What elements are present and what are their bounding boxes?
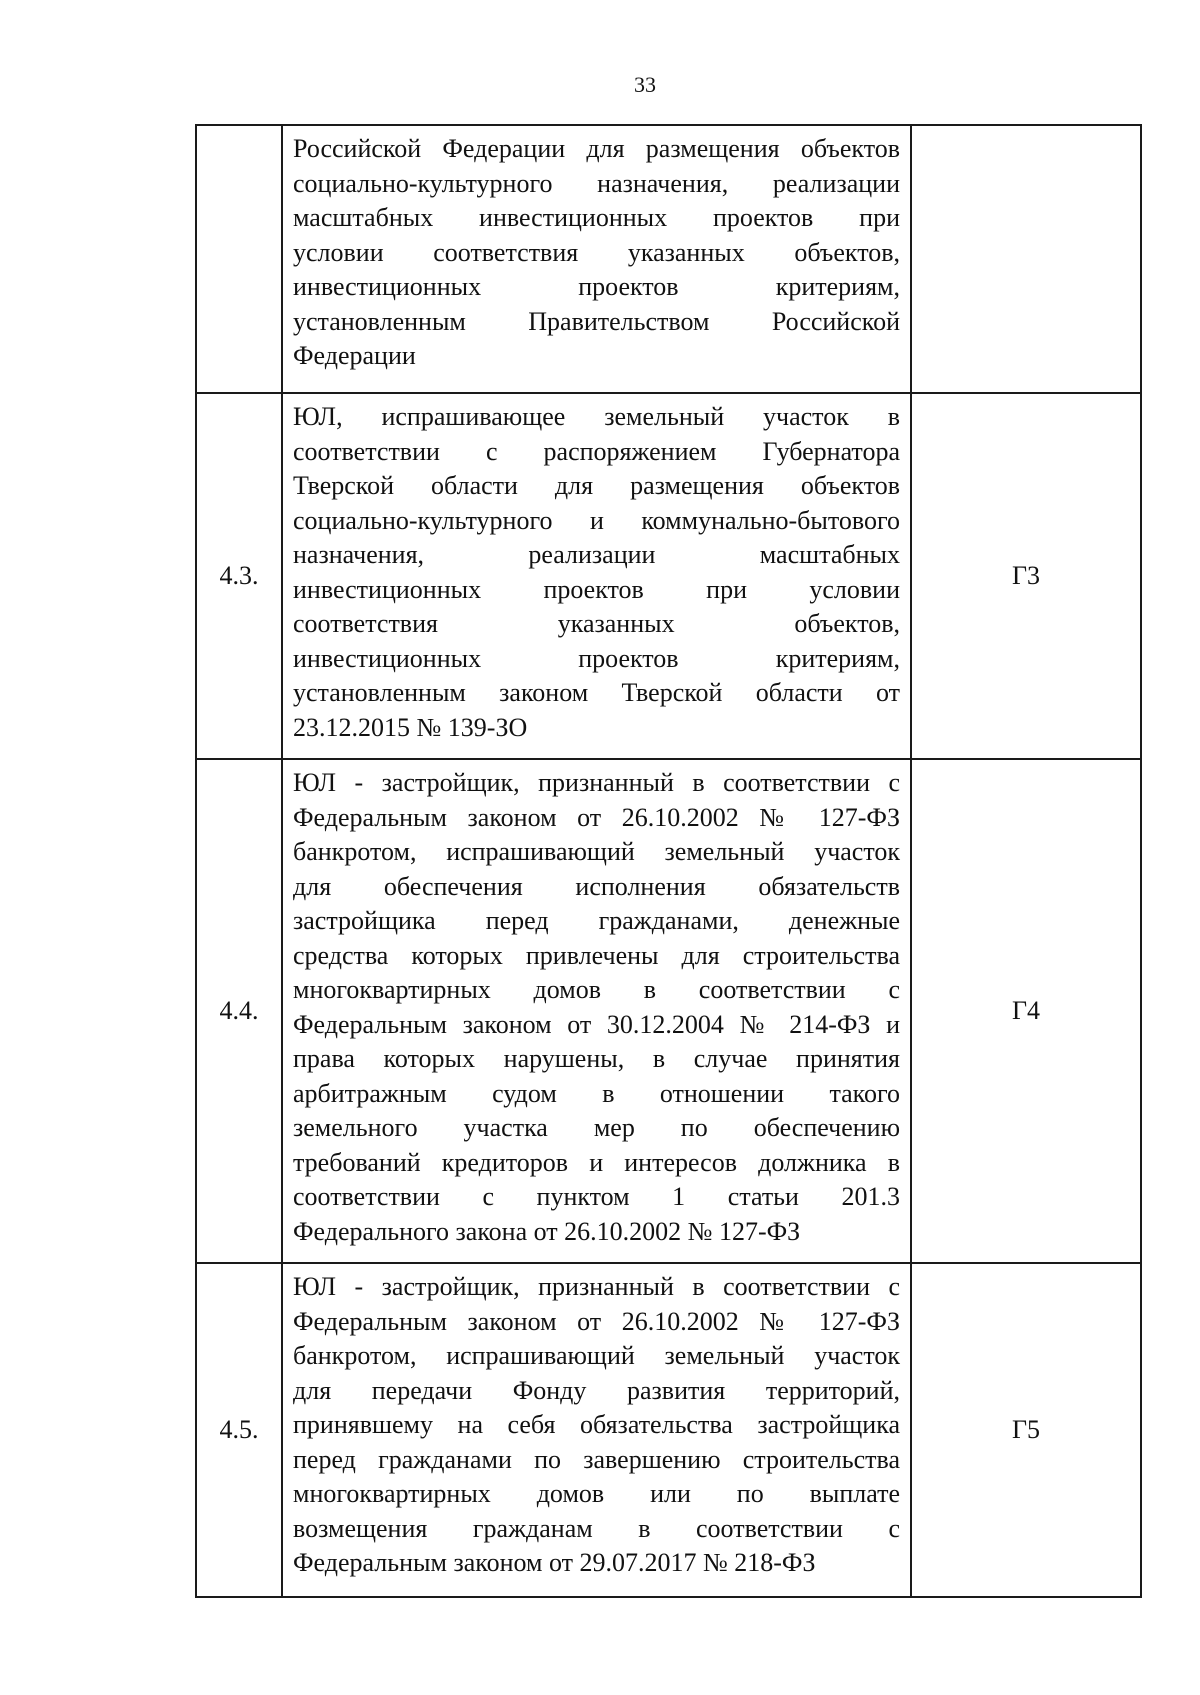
row-number-cell: 4.4. [196,759,282,1263]
text-line: застройщика перед гражданами, денежные [293,906,900,935]
text-line: ЮЛ - застройщик, признанный в соответствии с [293,768,900,797]
text-line: многоквартирных домов в соответствии с [293,975,900,1004]
document-table-body [196,125,1141,1597]
text-line: социально-культурного назначения, реализации [293,168,900,198]
text-line: инвестиционных проектов критериям, [293,272,900,301]
table-row [196,759,1141,1263]
text-line: соответствия указанных объектов, [293,609,900,638]
text-line: Федерального закона от 26.10.2002 № 127-ФЗ [293,1216,801,1246]
text-line: Российской Федерации для размещения объектов [293,134,900,163]
text-line: арбитражным судом в отношении такого [293,1078,900,1108]
row-code-cell: Г4 [911,759,1141,1263]
document-table [195,124,1142,1598]
row-code-cell: Г5 [911,1263,1141,1597]
text-line: инвестиционных проектов при условии [293,574,900,604]
text-line: перед гражданами по завершению строительства [293,1444,900,1474]
text-line: установленным Правительством Российской [293,306,900,336]
row-description-cell [282,393,911,759]
text-line: Федерации [293,341,416,370]
text-line: банкротом, испрашивающий земельный участок [293,1341,900,1370]
text-line: для обеспечения исполнения обязательств [293,871,900,901]
text-line: для передачи Фонду развития территорий, [293,1375,900,1405]
text-line: требований кредиторов и интересов должника в [293,1147,900,1177]
text-line: Федеральным законом от 29.07.2017 № 218-ФЗ [293,1548,816,1577]
text-line: средства которых привлечены для строительства [293,940,900,970]
text-line: банкротом, испрашивающий земельный участок [293,837,900,866]
row-number-cell: 4.3. [196,393,282,759]
text-line: земельного участка мер по обеспечению [293,1113,900,1142]
table-row [196,1263,1141,1597]
text-line: соответствии с распоряжением Губернатора [293,436,900,466]
text-line: возмещения гражданам в соответствии с [293,1513,900,1543]
text-line: назначения, реализации масштабных [293,540,900,569]
text-line: ЮЛ - застройщик, признанный в соответствии с [293,1272,900,1301]
row-number-cell: 4.5. [196,1263,282,1597]
text-line: Федеральным законом от 30.12.2004 № 214-ФЗ и [293,1009,900,1039]
row-description-cell [282,1263,911,1597]
text-line: Тверской области для размещения объектов [293,471,900,500]
text-line: масштабных инвестиционных проектов при [293,203,900,232]
text-line: 23.12.2015 № 139-ЗО [293,712,528,742]
text-line: условии соответствия указанных объектов, [293,237,900,267]
row-code-cell [911,125,1141,393]
page-number: 33 [634,72,656,97]
text-line: Федеральным законом от 26.10.2002 № 127-ФЗ [293,802,900,832]
text-line: соответствии с пунктом 1 статьи 201.3 [293,1182,900,1211]
row-code-cell: Г3 [911,393,1141,759]
text-line: права которых нарушены, в случае принятия [293,1044,900,1073]
text-line: многоквартирных домов или по выплате [293,1479,900,1508]
text-line: социально-культурного и коммунально-бытового [293,505,900,535]
table-row [196,125,1141,393]
row-description-cell [282,759,911,1263]
text-line: ЮЛ, испрашивающее земельный участок в [293,402,900,431]
row-description-cell [282,125,911,393]
row-number-cell [196,125,282,393]
table-row [196,393,1141,759]
text-line: установленным законом Тверской области от [293,678,900,707]
text-line: Федеральным законом от 26.10.2002 № 127-ФЗ [293,1306,900,1336]
text-line: инвестиционных проектов критериям, [293,643,900,673]
text-line: принявшему на себя обязательства застройщика [293,1410,900,1439]
